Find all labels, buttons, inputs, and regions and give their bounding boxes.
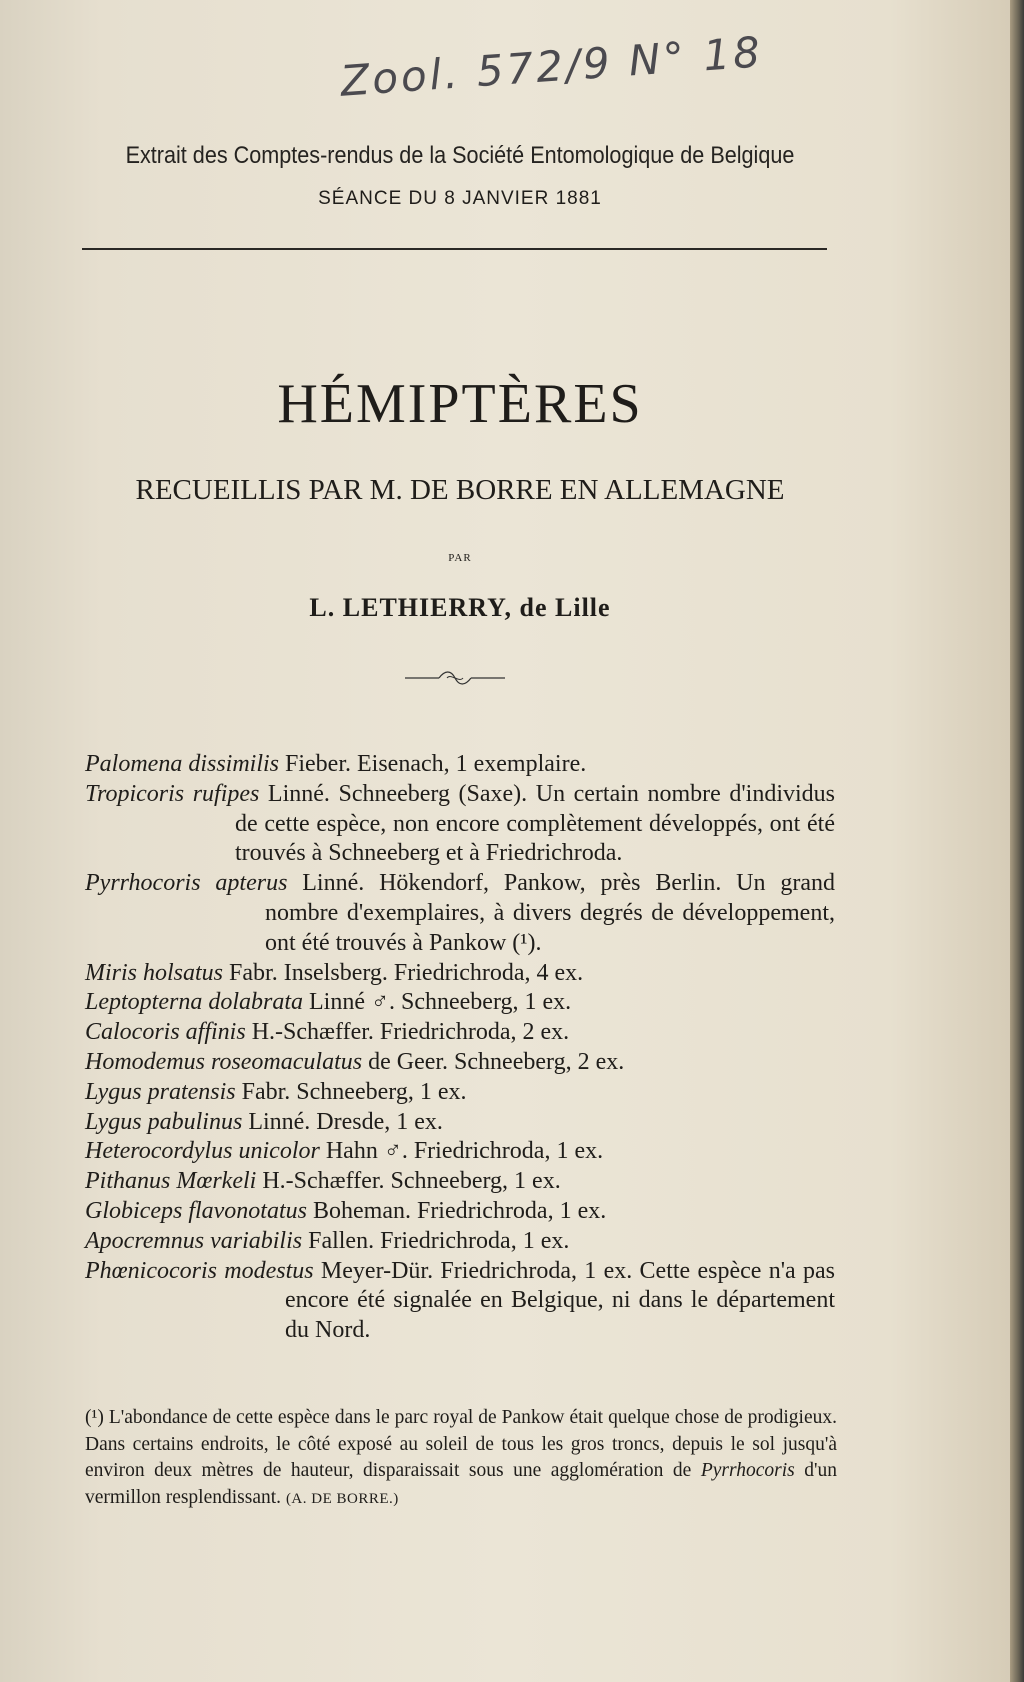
page-title: HÉMIPTÈRES xyxy=(277,373,643,435)
species-entry xyxy=(85,959,835,989)
species-details: Fieber. Eisenach, 1 exemplaire. xyxy=(279,751,587,777)
footnote-signature: (A. DE BORRE.) xyxy=(285,1490,399,1507)
species-entry xyxy=(85,1257,835,1346)
species-details: H.-Schæffer. Schneeberg, 1 ex. xyxy=(256,1168,561,1195)
species-name: Lygus pabulinus xyxy=(85,1108,243,1135)
species-entry xyxy=(85,750,835,780)
species-entry xyxy=(85,1197,835,1227)
header-seance: SÉANCE DU 8 JANVIER 1881 xyxy=(318,188,602,209)
species-details: Fallen. Friedrichroda, 1 ex. xyxy=(302,1227,570,1254)
species-entry xyxy=(85,1167,835,1197)
header-extrait: Extrait des Comptes-rendus de la Société Entomologique de Belgique xyxy=(125,142,795,169)
species-name: Pithanus Mœrkeli xyxy=(85,1168,257,1195)
species-details: Fabr. Inselsberg. Friedrichroda, 4 ex. xyxy=(223,959,584,986)
species-name: Apocremnus variabilis xyxy=(85,1227,303,1254)
species-details: Hahn ♂. Friedrichroda, 1 ex. xyxy=(319,1138,604,1165)
page-edge xyxy=(1010,0,1024,1682)
species-name: Heterocordylus unicolor xyxy=(85,1138,320,1165)
species-entry xyxy=(85,1227,835,1257)
species-details: Linné. Schneeberg (Saxe). Un certain nombre d'individus de cette espèce, non encore complètement développés, ont été trouvés à Schneeberg et à Friedrichroda. xyxy=(235,780,836,867)
species-details: Linné ♂. Schneeberg, 1 ex. xyxy=(303,989,572,1016)
species-name: Phœnicocoris modestus xyxy=(85,1257,314,1284)
species-details: H.-Schæffer. Friedrichroda, 2 ex. xyxy=(245,1019,570,1046)
author-line: L. LETHIERRY, de Lille xyxy=(309,593,611,622)
footnote xyxy=(85,1405,837,1512)
species-details: de Geer. Schneeberg, 2 ex. xyxy=(362,1048,625,1075)
species-details: Linné. Dresde, 1 ex. xyxy=(242,1108,443,1135)
species-name: Pyrrhocoris apterus xyxy=(85,870,288,897)
fleuron-ornament xyxy=(405,668,505,688)
species-list xyxy=(85,750,835,1346)
page-subtitle: RECUEILLIS PAR M. DE BORRE EN ALLEMAGNE xyxy=(135,474,785,506)
species-entry xyxy=(85,869,835,958)
species-name: Leptopterna dolabrata xyxy=(85,989,304,1016)
footnote-species: Pyrrhocoris xyxy=(700,1460,795,1481)
footnote-marker: (¹) xyxy=(85,1407,104,1428)
species-entry xyxy=(85,1018,835,1048)
species-entry xyxy=(85,1078,835,1108)
header-rule xyxy=(82,248,827,250)
species-name: Calocoris affinis xyxy=(85,1019,246,1046)
species-name: Miris holsatus xyxy=(85,959,224,986)
species-entry xyxy=(85,988,835,1018)
species-name: Homodemus roseomaculatus xyxy=(85,1048,363,1075)
species-entry xyxy=(85,1137,835,1167)
species-name: Globiceps flavonotatus xyxy=(85,1197,307,1224)
species-details: Boheman. Friedrichroda, 1 ex. xyxy=(306,1197,607,1224)
species-details: Meyer-Dür. Friedrichroda, 1 ex. Cette espèce n'a pas encore été signalée en Belgique, ni dans le département du Nord. xyxy=(285,1257,835,1344)
species-entry xyxy=(85,1048,835,1078)
species-name: Lygus pratensis xyxy=(85,1078,236,1105)
species-entry xyxy=(85,1108,835,1138)
species-details: Linné. Hökendorf, Pankow, près Berlin. Un grand nombre d'exemplaires, à divers degrés de développement, ont été trouvés à Pankow (¹). xyxy=(265,870,835,956)
footnote-text-end: d'un vermillon resplendissant. xyxy=(85,1460,837,1508)
species-details: Fabr. Schneeberg, 1 ex. xyxy=(235,1078,467,1105)
species-name: Palomena dissimilis xyxy=(85,751,280,777)
handwritten-catalog-note: Zool. 572/9 N° 18 xyxy=(338,27,765,106)
par-label: PAR xyxy=(448,552,472,564)
species-entry xyxy=(85,780,835,869)
footnote-text: L'abondance de cette espèce dans le parc royal de Pankow était quelque chose de prodigieux. Dans certains endroits, le côté exposé au soleil de tous les gros troncs, depuis le sol jusqu'à environ deux mètres de hauteur, disparaissait sous une agglomération de xyxy=(85,1407,837,1481)
species-name: Tropicoris rufipes xyxy=(85,780,260,807)
